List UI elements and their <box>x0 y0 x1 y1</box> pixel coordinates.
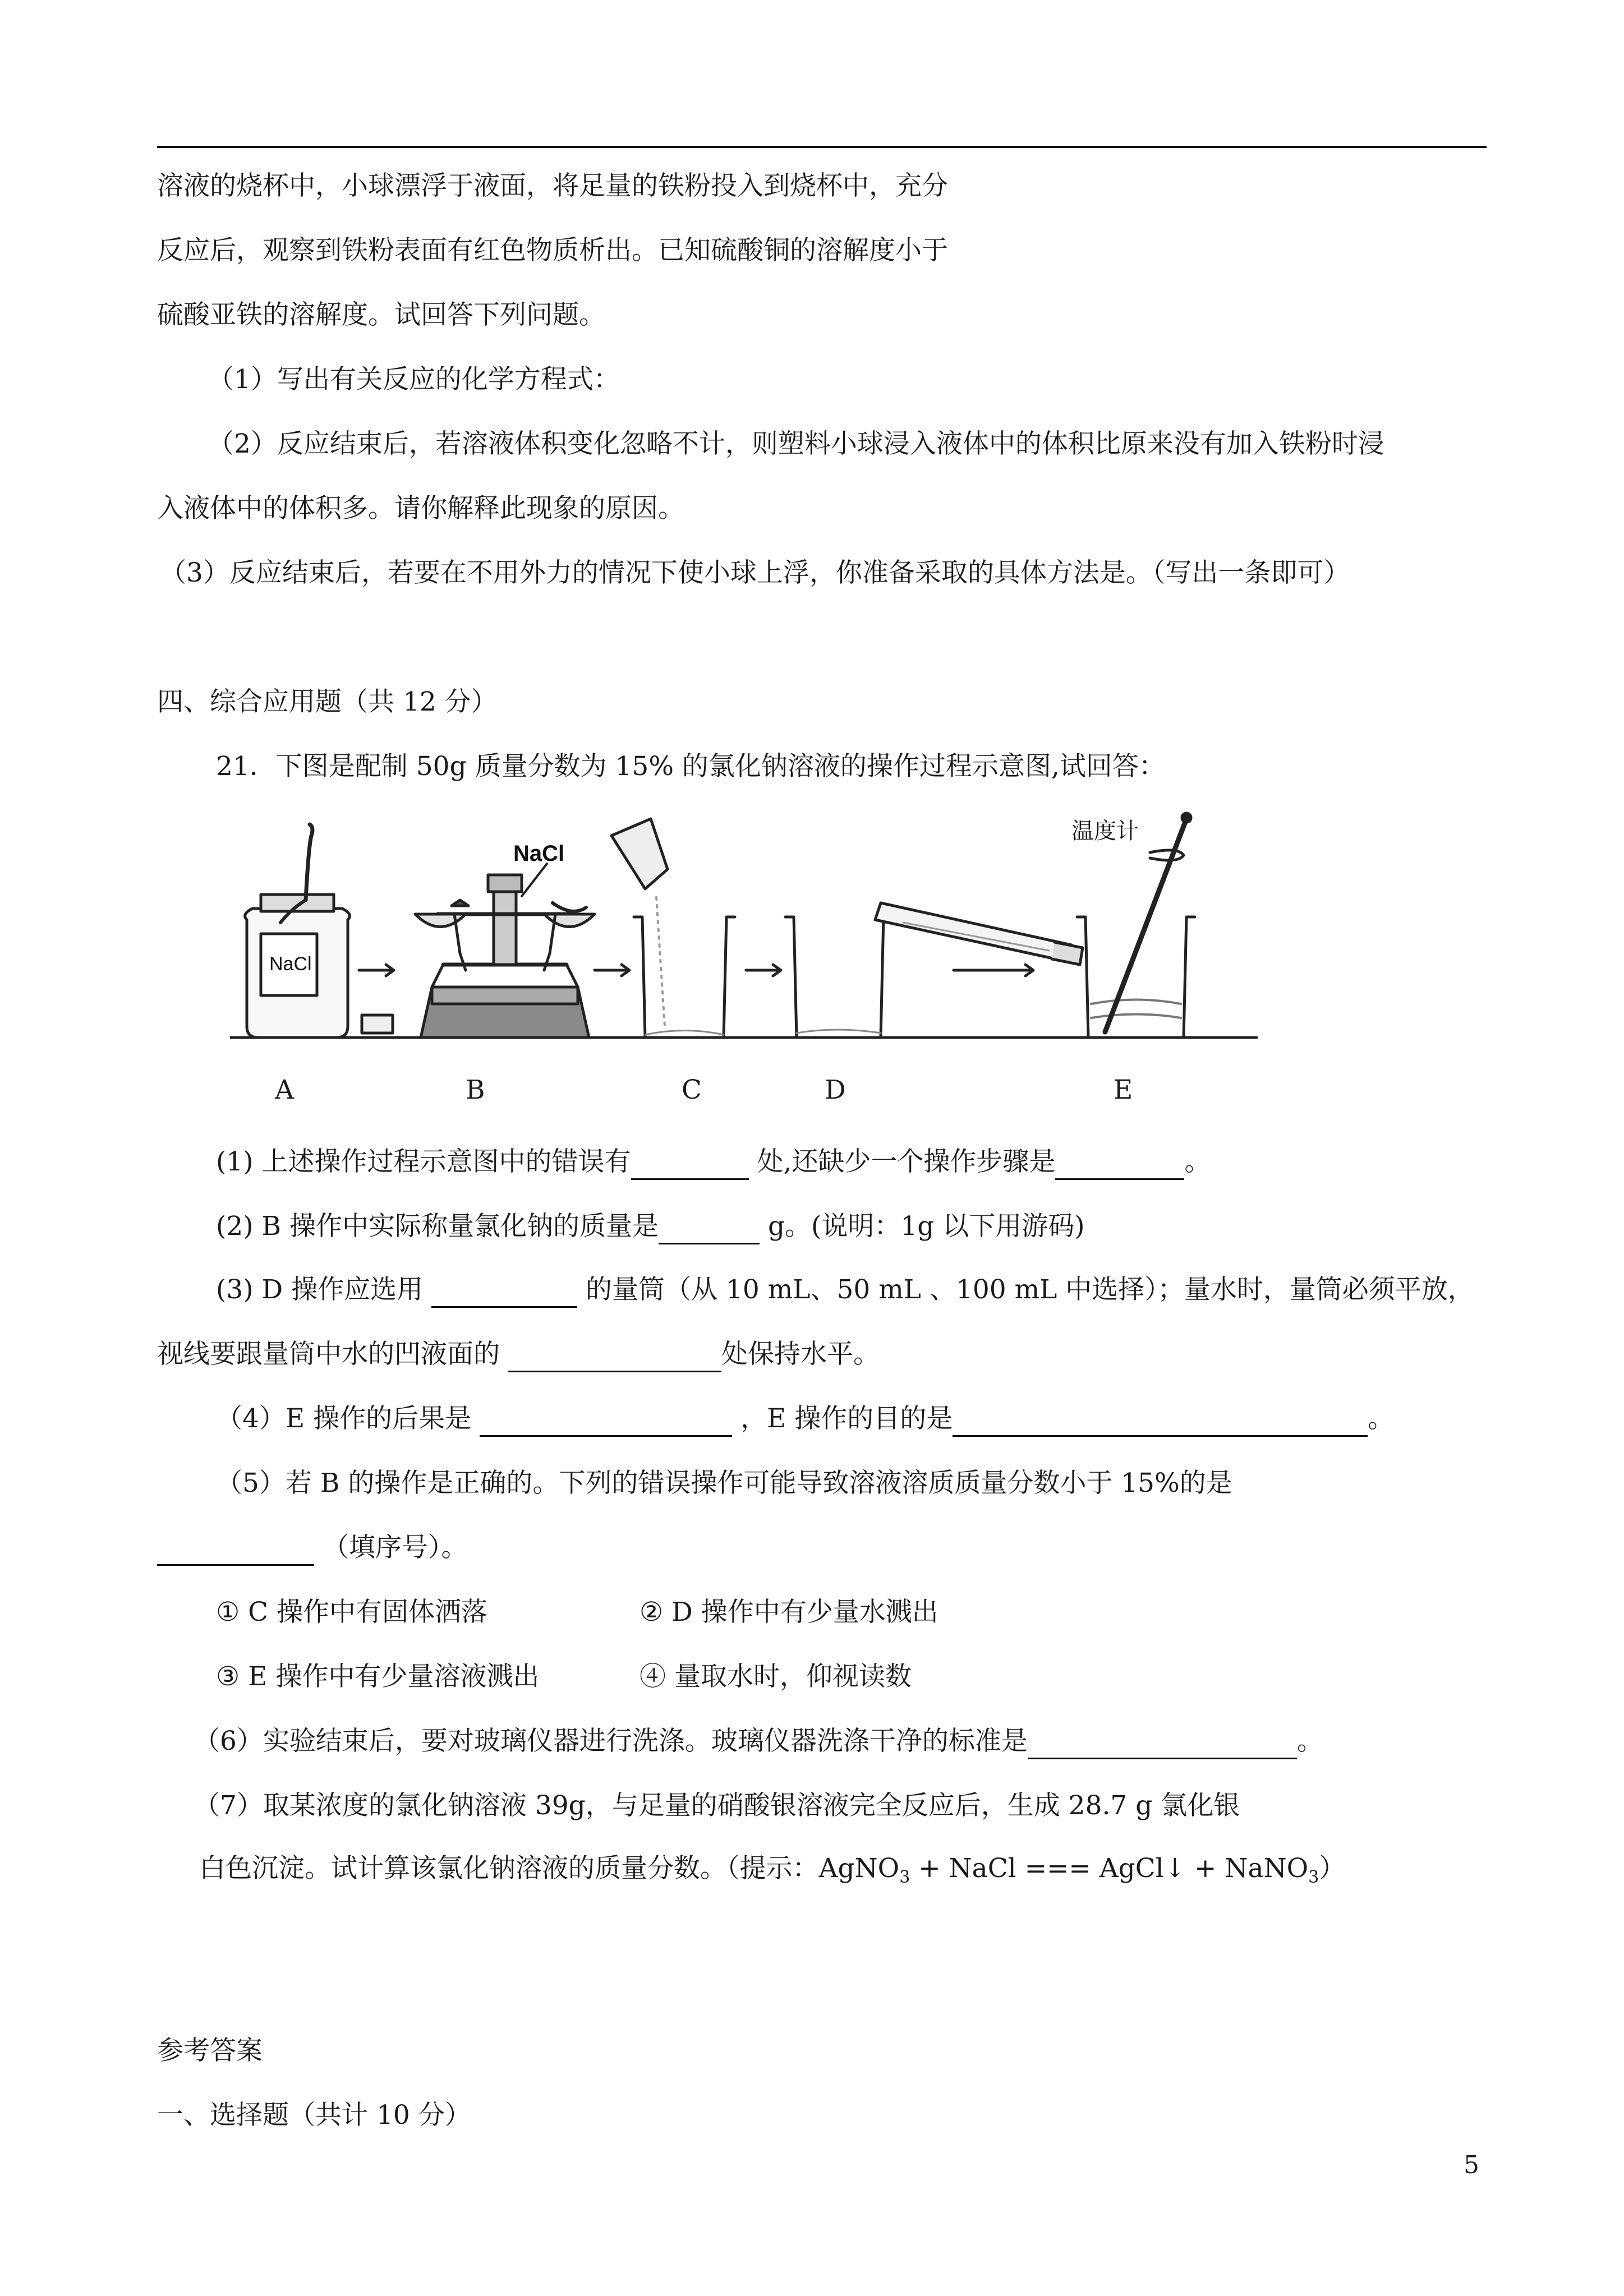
page-number: 5 <box>1464 2151 1479 2179</box>
beaker-c <box>611 819 735 1038</box>
jar-nacl-label: NaCl <box>269 953 312 975</box>
figure-label-a: A <box>275 1075 294 1105</box>
q21-4-text-c: 。 <box>1368 1403 1395 1434</box>
q21-3-text-a: (3) D 操作应选用 <box>216 1274 432 1305</box>
answer-blank[interactable] <box>1028 1730 1297 1759</box>
q21-3-text-d: 处保持水平。 <box>721 1339 880 1370</box>
solution-preparation-diagram <box>230 802 1531 1071</box>
question-21-7-line-1: （7）取某浓度的氯化钠溶液 39g，与足量的硝酸银溶液完全反应后，生成 28.7 g 氯化银 <box>194 1790 1240 1821</box>
section-4-title: 四、综合应用题（共 12 分） <box>157 686 498 717</box>
q21-6-text-a: （6）实验结束后，要对玻璃仪器进行洗涤。玻璃仪器洗涤干净的标准是 <box>194 1726 1028 1756</box>
beaker-d <box>785 903 1083 1038</box>
question-2-line-2: 入液体中的体积多。请你解释此现象的原因。 <box>157 493 684 524</box>
q21-2-text-a: (2) B 操作中实际称量氯化钠的质量是 <box>216 1211 659 1242</box>
answer-blank[interactable] <box>631 1150 749 1180</box>
answer-blank[interactable] <box>659 1215 760 1244</box>
answer-blank[interactable] <box>431 1278 577 1308</box>
figure-label-b: B <box>466 1075 485 1105</box>
question-21-3-line-1 <box>216 1272 1474 1308</box>
question-21: 21．下图是配制 50g 质量分数为 15% 的氯化钠溶液的操作过程示意图,试回答： <box>216 751 1165 782</box>
arrow-c-d <box>746 965 781 976</box>
q21-1-text-a: (1) 上述操作过程示意图中的错误有 <box>216 1146 631 1177</box>
q21-2-text-b: g。(说明：1g 以下用游码) <box>760 1211 1085 1242</box>
arrow-b-c <box>595 965 629 976</box>
figure-label-d: D <box>825 1075 846 1105</box>
option-3: ③ E 操作中有少量溶液溅出 <box>216 1661 540 1692</box>
option-1: ① C 操作中有固体洒落 <box>216 1597 487 1628</box>
q21-4-text-a: （4）E 操作的后果是 <box>216 1403 480 1434</box>
question-1: （1）写出有关反应的化学方程式： <box>208 364 620 395</box>
q21-4-text-b: ，E 操作的目的是 <box>732 1403 953 1434</box>
pan-nacl-label: NaCl <box>513 841 565 866</box>
question-21-6 <box>194 1723 1323 1759</box>
figure-label-e: E <box>1114 1075 1133 1105</box>
balance-b <box>415 864 595 1038</box>
intro-line-3: 硫酸亚铁的溶解度。试回答下列问题。 <box>157 299 605 330</box>
q21-1-text-c: 。 <box>1184 1146 1211 1177</box>
question-21-4 <box>216 1401 1394 1437</box>
q21-7-text-b: 白色沉淀。试计算该氯化钠溶液的质量分数。（提示：AgNO <box>199 1853 900 1884</box>
answers-title: 参考答案 <box>157 2035 263 2066</box>
option-2: ② D 操作中有少量水溅出 <box>640 1597 938 1628</box>
question-3: （3）反应结束后，若要在不用外力的情况下使小球上浮，你准备采取的具体方法是。（写出一条即可） <box>160 557 1350 588</box>
arrow-a-b <box>359 965 394 976</box>
beaker-e <box>1077 813 1195 1038</box>
question-21-5: （5）若 B 的操作是正确的。下列的错误操作可能导致溶液溶质质量分数小于 15%的是 <box>216 1468 1232 1499</box>
question-21-7-line-2 <box>199 1851 1345 1896</box>
q21-3-text-c: 视线要跟量筒中水的凹液面的 <box>157 1339 508 1370</box>
thermometer-label: 温度计 <box>1071 818 1139 844</box>
figure-label-c: C <box>682 1075 702 1105</box>
subscript: 3 <box>899 1868 910 1887</box>
reagent-jar-a <box>245 824 350 1038</box>
q21-5-text-b: （填序号）。 <box>314 1532 468 1563</box>
q21-6-text-b: 。 <box>1296 1726 1323 1756</box>
question-21-1 <box>216 1144 1211 1180</box>
answer-blank[interactable] <box>1055 1150 1184 1180</box>
header-rule <box>157 146 1487 148</box>
option-4: ④ 量取水时，仰视读数 <box>640 1661 912 1692</box>
answer-blank[interactable] <box>157 1536 314 1566</box>
question-2-line-1: （2）反应结束后，若溶液体积变化忽略不计，则塑料小球浸入液体中的体积比原来没有加入铁粉时浸 <box>208 428 1384 459</box>
q21-7-text-c: + NaCl === AgCl↓ + NaNO <box>910 1853 1309 1884</box>
answer-blank[interactable] <box>480 1407 732 1437</box>
intro-line-2: 反应后，观察到铁粉表面有红色物质析出。已知硫酸铜的溶解度小于 <box>157 235 948 266</box>
question-21-2 <box>216 1209 1085 1244</box>
answer-blank[interactable] <box>953 1407 1368 1437</box>
weighing-dish <box>362 1015 393 1033</box>
arrow-d-e <box>954 965 1033 976</box>
subscript: 3 <box>1308 1868 1319 1887</box>
answer-blank[interactable] <box>508 1343 721 1372</box>
q21-3-text-b: 的量筒（从 10 mL、50 mL 、100 mL 中选择）；量水时，量筒必须平放， <box>577 1274 1474 1305</box>
intro-line-1: 溶液的烧杯中，小球漂浮于液面，将足量的铁粉投入到烧杯中，充分 <box>157 170 948 201</box>
q21-7-text-d: ） <box>1319 1853 1346 1884</box>
question-21-5-blank-line <box>157 1530 467 1566</box>
q21-1-text-b: 处,还缺少一个操作步骤是 <box>748 1146 1056 1177</box>
question-21-3-line-2 <box>157 1336 880 1372</box>
answers-section-1: 一、选择题（共计 10 分） <box>157 2100 471 2131</box>
